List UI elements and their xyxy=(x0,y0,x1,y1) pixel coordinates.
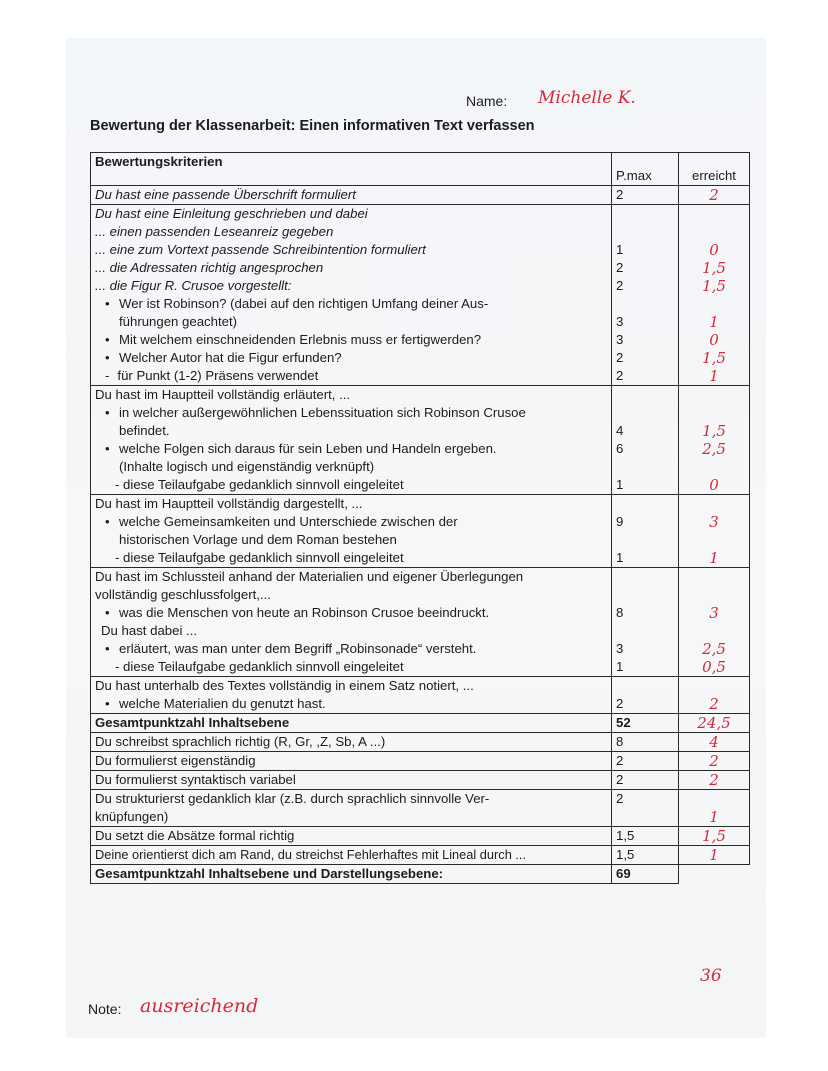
criterion-line: ... die Adressaten richtig angesprochen xyxy=(95,260,324,275)
criterion-line: • in welcher außergewöhnlichen Lebenssituation sich Robinson Crusoe xyxy=(95,404,607,422)
pmax-value: 1 xyxy=(616,242,624,257)
criterion-line: führungen geachtet) xyxy=(119,314,238,329)
achieved-value: 1,5 xyxy=(702,277,726,295)
criterion-text: Du schreibst sprachlich richtig (R, Gr, ,Z, Sb, A ...) xyxy=(91,733,612,752)
achieved-value: 1 xyxy=(679,846,750,865)
achieved-value: 2,5 xyxy=(702,640,726,658)
pmax-value: 2 xyxy=(616,278,624,293)
achieved-value: 2 xyxy=(679,186,750,205)
pmax-cell xyxy=(612,386,679,495)
pmax-cell xyxy=(612,495,679,568)
table-row xyxy=(91,677,750,714)
criterion-cell xyxy=(91,205,612,386)
pmax-value: 1,5 xyxy=(612,827,679,846)
achieved-cell xyxy=(679,495,750,568)
achieved-value: 2,5 xyxy=(702,440,726,458)
table-row xyxy=(91,714,750,733)
achieved-cell xyxy=(679,205,750,386)
achieved-value: 1,5 xyxy=(679,827,750,846)
criterion-line: - diese Teilaufgabe gedanklich sinnvoll eingeleitet xyxy=(115,550,404,565)
pmax-value: 2 xyxy=(616,350,624,365)
table-row xyxy=(91,790,750,827)
criterion-line: Du hast im Schlussteil anhand der Materialien und eigener Überlegungen xyxy=(95,569,524,584)
achieved-value: 0 xyxy=(709,476,719,494)
note-label: Note: xyxy=(88,1001,122,1017)
name-label: Name: xyxy=(466,93,508,109)
achieved-value: 3 xyxy=(709,513,719,531)
criterion-line: Du hast unterhalb des Textes vollständig in einem Satz notiert, ... xyxy=(95,678,474,693)
pmax-value: 69 xyxy=(612,865,679,884)
criterion-line: knüpfungen) xyxy=(95,809,169,824)
criterion-line: ... einen passenden Leseanreiz gegeben xyxy=(95,224,334,239)
table-row xyxy=(91,495,750,568)
criterion-cell xyxy=(91,790,612,827)
table-row xyxy=(91,205,750,386)
table-row xyxy=(91,752,750,771)
pmax-value: 2 xyxy=(612,790,679,827)
criterion-line: - diese Teilaufgabe gedanklich sinnvoll eingeleitet xyxy=(115,477,404,492)
achieved-value: 2 xyxy=(709,695,719,713)
criterion-line: historischen Vorlage und dem Roman bestehen xyxy=(119,532,397,547)
pmax-value: 4 xyxy=(616,423,624,438)
total-achieved: 36 xyxy=(700,966,722,986)
criterion-line: ... eine zum Vortext passende Schreibintention formuliert xyxy=(95,242,426,257)
achieved-value: 0 xyxy=(709,331,719,349)
pmax-value: 6 xyxy=(616,441,624,456)
pmax-value: 1 xyxy=(616,550,624,565)
pmax-value: 2 xyxy=(616,368,624,383)
achieved-cell xyxy=(679,386,750,495)
table-row xyxy=(91,386,750,495)
criterion-text: Du formulierst eigenständig xyxy=(91,752,612,771)
criterion-text: Du formulierst syntaktisch variabel xyxy=(91,771,612,790)
criterion-cell xyxy=(91,386,612,495)
criterion-cell xyxy=(91,568,612,677)
achieved-value: 4 xyxy=(679,733,750,752)
criterion-line: Du hast im Hauptteil vollständig dargestellt, ... xyxy=(95,496,363,511)
achieved-value: 0,5 xyxy=(702,658,726,676)
achieved-value: 1 xyxy=(709,549,719,567)
pmax-value: 1,5 xyxy=(612,846,679,865)
criterion-line: • Mit welchem einschneidenden Erlebnis muss er fertigwerden? xyxy=(95,331,607,349)
achieved-value: 2 xyxy=(679,752,750,771)
table-row xyxy=(91,568,750,677)
criterion-cell xyxy=(91,495,612,568)
achieved-cell xyxy=(679,790,750,827)
table-row xyxy=(91,846,750,865)
criterion-line: Du hast eine Einleitung geschrieben und dabei xyxy=(95,206,368,221)
achieved-header: erreicht xyxy=(679,153,750,186)
pmax-value: 2 xyxy=(616,696,624,711)
criterion-line: Du hast dabei ... xyxy=(101,623,198,638)
table-row xyxy=(91,771,750,790)
achieved-cell xyxy=(679,677,750,714)
criterion-line: Du hast im Hauptteil vollständig erläutert, ... xyxy=(95,387,351,402)
criterion-text: Gesamtpunktzahl Inhaltsebene xyxy=(91,714,612,733)
achieved-cell xyxy=(679,568,750,677)
achieved-value: 1,5 xyxy=(702,349,726,367)
criterion-line: vollständig geschlussfolgert,... xyxy=(95,587,271,602)
achieved-value: 1 xyxy=(709,367,719,385)
criterion-cell xyxy=(91,677,612,714)
pmax-value: 1 xyxy=(616,477,624,492)
criterion-line: • erläutert, was man unter dem Begriff „Robinsonade“ versteht. xyxy=(95,640,607,658)
pmax-value: 8 xyxy=(616,605,624,620)
pmax-cell xyxy=(612,677,679,714)
criterion-line: • welche Gemeinsamkeiten und Unterschiede zwischen der xyxy=(95,513,607,531)
pmax-value: 2 xyxy=(612,771,679,790)
page-title: Bewertung der Klassenarbeit: Einen informativen Text verfassen xyxy=(90,118,535,134)
achieved-value: 24,5 xyxy=(679,714,750,733)
criterion-line: (Inhalte logisch und eigenständig verknüpft) xyxy=(119,459,375,474)
achieved-value: 1,5 xyxy=(702,259,726,277)
achieved-value: 0 xyxy=(709,241,719,259)
criterion-line: • Wer ist Robinson? (dabei auf den richtigen Umfang deiner Aus- xyxy=(95,295,607,313)
criterion-line: Du strukturierst gedanklich klar (z.B. durch sprachlich sinnvolle Ver- xyxy=(95,791,490,806)
achieved-value: 1 xyxy=(709,313,719,331)
pmax-header: P.max xyxy=(612,153,679,186)
student-name: Michelle K. xyxy=(538,88,636,108)
criteria-header: Bewertungskriterien xyxy=(91,153,612,186)
table-row xyxy=(91,827,750,846)
achieved-cell-empty xyxy=(679,865,750,884)
pmax-value: 3 xyxy=(616,332,624,347)
criterion-line: • welche Materialien du genutzt hast. xyxy=(95,695,607,713)
pmax-value: 1 xyxy=(616,659,624,674)
pmax-value: 2 xyxy=(616,260,624,275)
table-row xyxy=(91,186,750,205)
pmax-value: 9 xyxy=(616,514,624,529)
grading-table xyxy=(90,152,750,884)
table-row xyxy=(91,733,750,752)
criterion-line: • welche Folgen sich daraus für sein Leben und Handeln ergeben. xyxy=(95,440,607,458)
achieved-value: 3 xyxy=(709,604,719,622)
criterion-line: - für Punkt (1-2) Präsens verwendet xyxy=(105,368,319,383)
pmax-value: 3 xyxy=(616,641,624,656)
pmax-value: 52 xyxy=(612,714,679,733)
criterion-line-text: für Punkt (1-2) Präsens verwendet xyxy=(117,368,319,383)
criterion-text: Deine orientierst dich am Rand, du streichst Fehlerhaftes mit Lineal durch ... xyxy=(91,846,612,865)
criterion-text: Du hast eine passende Überschrift formuliert xyxy=(91,186,612,205)
grade-value: ausreichend xyxy=(140,995,259,1017)
pmax-cell xyxy=(612,568,679,677)
achieved-value: 1,5 xyxy=(702,422,726,440)
pmax-value: 8 xyxy=(612,733,679,752)
criterion-line: • Welcher Autor hat die Figur erfunden? xyxy=(95,349,607,367)
pmax-value: 2 xyxy=(612,186,679,205)
table-header-row xyxy=(91,153,750,186)
achieved-value: 1 xyxy=(709,808,719,826)
pmax-cell xyxy=(612,205,679,386)
achieved-value: 2 xyxy=(679,771,750,790)
criterion-text: Du setzt die Absätze formal richtig xyxy=(91,827,612,846)
criterion-line: • was die Menschen von heute an Robinson Crusoe beeindruckt. xyxy=(95,604,607,622)
pmax-value: 2 xyxy=(612,752,679,771)
criterion-line: - diese Teilaufgabe gedanklich sinnvoll eingeleitet xyxy=(115,659,404,674)
criterion-line: ... die Figur R. Crusoe vorgestellt: xyxy=(95,278,292,293)
criterion-text: Gesamtpunktzahl Inhaltsebene und Darstellungsebene: xyxy=(91,865,612,884)
table-row xyxy=(91,865,750,884)
pmax-value: 3 xyxy=(616,314,624,329)
criterion-line: befindet. xyxy=(119,423,170,438)
